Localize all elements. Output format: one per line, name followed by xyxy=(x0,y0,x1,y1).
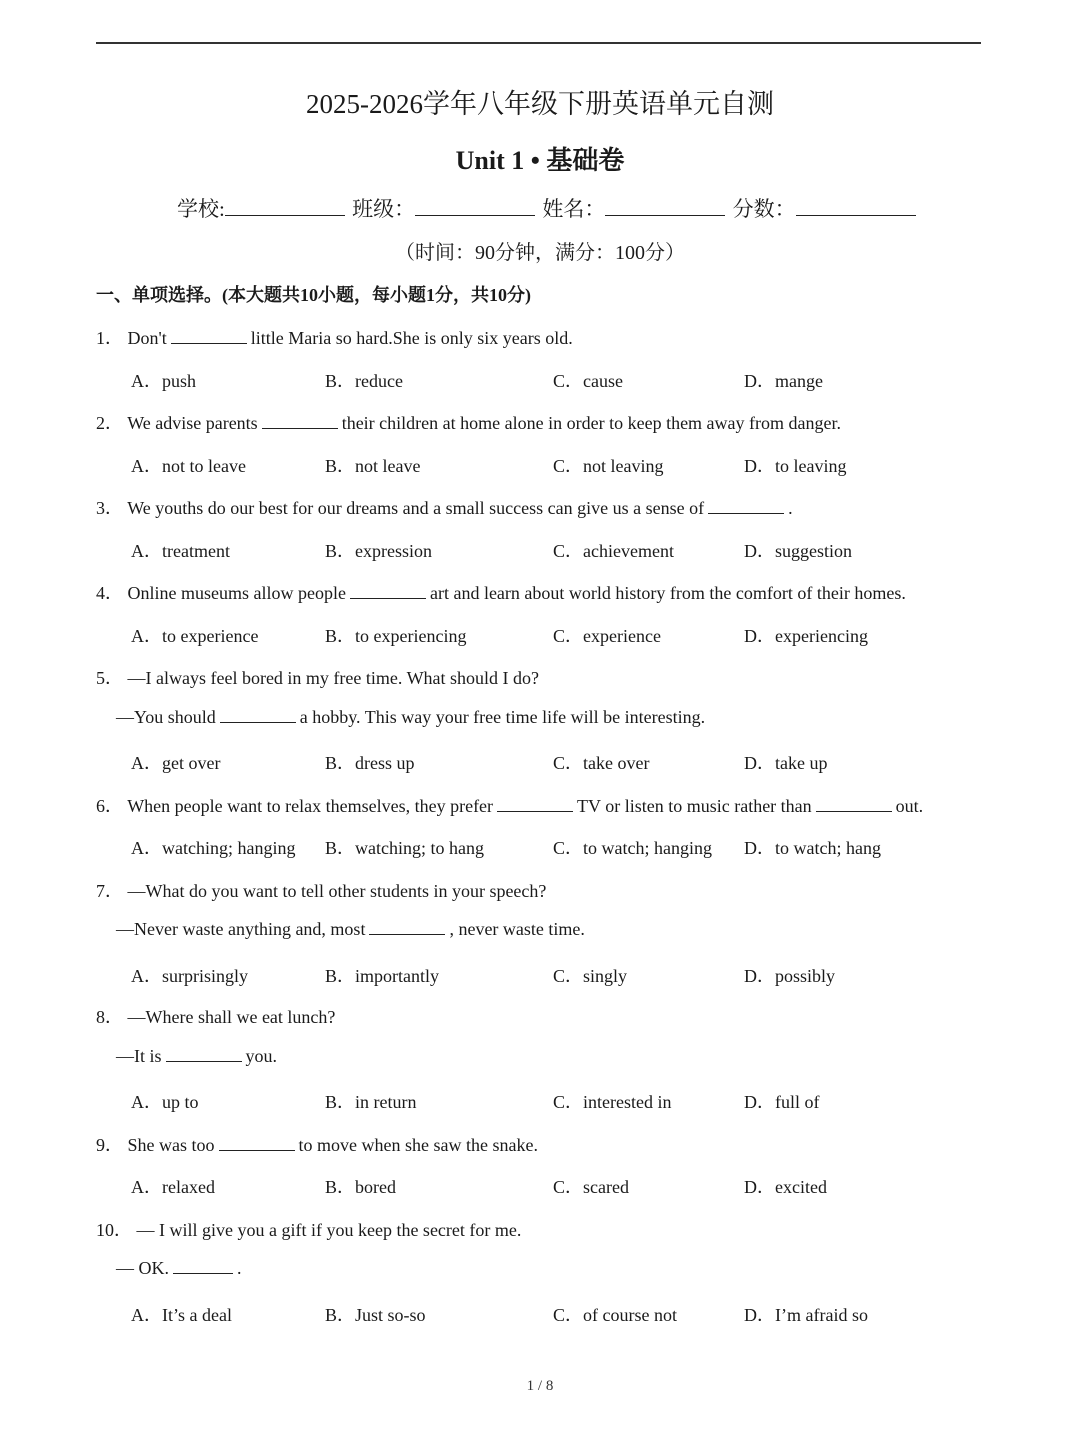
score-blank[interactable] xyxy=(796,197,916,216)
question-number: 2． xyxy=(96,413,123,433)
name-blank[interactable] xyxy=(605,197,725,216)
question-3 xyxy=(96,494,793,520)
answer-blank[interactable] xyxy=(262,414,338,429)
top-rule xyxy=(96,42,981,44)
question-text: — I will give you a gift if you keep the secret for me. xyxy=(136,1220,522,1240)
school-label: 学校: xyxy=(177,197,225,221)
question-text: We youths do our best for our dreams and a small success can give us a sense of xyxy=(127,498,705,518)
score-label: 分数： xyxy=(732,197,796,221)
page-subtitle: Unit 1 • 基础卷 xyxy=(455,146,625,175)
option-a[interactable]: A．surprisingly xyxy=(131,966,248,986)
question-text: —It is xyxy=(116,1046,162,1066)
question-text: Don't xyxy=(127,328,167,348)
question-text: —I always feel bored in my free time. What should I do? xyxy=(127,668,540,688)
option-b[interactable]: B．reduce xyxy=(325,371,403,391)
option-b[interactable]: B．expression xyxy=(325,541,432,561)
option-b[interactable]: B．to experiencing xyxy=(325,626,467,646)
question-number: 7． xyxy=(96,881,123,901)
option-d[interactable]: D．experiencing xyxy=(744,626,868,646)
answer-blank[interactable] xyxy=(220,708,296,723)
option-c[interactable]: C．singly xyxy=(553,966,628,986)
option-c[interactable]: C．experience xyxy=(553,626,661,646)
question-text: . xyxy=(788,498,793,518)
question-number: 3． xyxy=(96,498,123,518)
option-d[interactable]: D．I’m afraid so xyxy=(744,1305,868,1325)
question-10-reply xyxy=(116,1258,242,1279)
option-c[interactable]: C．to watch; hanging xyxy=(553,838,712,858)
exam-meta: （时间：90分钟，满分：100分） xyxy=(395,242,685,264)
option-a[interactable]: A．treatment xyxy=(131,541,230,561)
question-6 xyxy=(96,792,923,818)
student-info-row xyxy=(177,193,918,223)
question-4 xyxy=(96,579,906,605)
question-text: a hobby. This way your free time life will be interesting. xyxy=(299,707,706,727)
question-text: their children at home alone in order to keep them away from danger. xyxy=(341,413,842,433)
question-text: art and learn about world history from the comfort of their homes. xyxy=(429,583,906,603)
option-b[interactable]: B．importantly xyxy=(325,966,439,986)
question-number: 4． xyxy=(96,583,123,603)
question-9 xyxy=(96,1131,538,1157)
question-2 xyxy=(96,409,841,435)
option-a[interactable]: A．to experience xyxy=(131,626,259,646)
answer-blank[interactable] xyxy=(219,1136,295,1151)
question-text: —What do you want to tell other students in your speech? xyxy=(127,881,547,901)
option-c[interactable]: C．not leaving xyxy=(553,456,664,476)
answer-blank[interactable] xyxy=(173,1259,233,1274)
question-number: 9． xyxy=(96,1135,123,1155)
question-text: to move when she saw the snake. xyxy=(298,1135,538,1155)
page-title: 2025-2026学年八年级下册英语单元自测 xyxy=(306,89,774,119)
class-blank[interactable] xyxy=(415,197,535,216)
question-number: 8． xyxy=(96,1007,123,1027)
option-b[interactable]: B．watching; to hang xyxy=(325,838,484,858)
question-text: little Maria so hard.She is only six years old. xyxy=(250,328,573,348)
option-d[interactable]: D．possibly xyxy=(744,966,836,986)
option-b[interactable]: B．Just so-so xyxy=(325,1305,426,1325)
option-c[interactable]: C．achievement xyxy=(553,541,674,561)
option-a[interactable]: A．relaxed xyxy=(131,1177,215,1197)
question-text: . xyxy=(237,1258,242,1278)
option-c[interactable]: C．interested in xyxy=(553,1092,672,1112)
answer-blank[interactable] xyxy=(166,1047,242,1062)
option-b[interactable]: B．bored xyxy=(325,1177,396,1197)
question-number: 6． xyxy=(96,796,123,816)
question-1 xyxy=(96,324,573,350)
answer-blank[interactable] xyxy=(497,797,573,812)
name-label: 姓名： xyxy=(542,197,606,221)
question-7 xyxy=(96,877,546,903)
option-d[interactable]: D．take up xyxy=(744,753,828,773)
question-text: TV or listen to music rather than xyxy=(577,796,812,816)
question-text: —Never waste anything and, most xyxy=(116,919,366,939)
question-text: you. xyxy=(245,1046,278,1066)
question-5-reply xyxy=(116,707,705,728)
option-d[interactable]: D．mange xyxy=(744,371,823,391)
page-number: 1 / 8 xyxy=(526,1378,554,1394)
answer-blank[interactable] xyxy=(171,329,247,344)
question-10 xyxy=(96,1216,521,1242)
answer-blank[interactable] xyxy=(816,797,892,812)
answer-blank[interactable] xyxy=(369,920,445,935)
option-c[interactable]: C．take over xyxy=(553,753,650,773)
option-c[interactable]: C．scared xyxy=(553,1177,629,1197)
answer-blank[interactable] xyxy=(350,584,426,599)
option-b[interactable]: B．dress up xyxy=(325,753,415,773)
question-text: out. xyxy=(895,796,924,816)
question-text: — OK. xyxy=(116,1258,169,1278)
option-b[interactable]: B．in return xyxy=(325,1092,417,1112)
option-a[interactable]: A．up to xyxy=(131,1092,199,1112)
question-text: —You should xyxy=(116,707,216,727)
option-a[interactable]: A．watching; hanging xyxy=(131,838,296,858)
option-d[interactable]: D．to watch; hang xyxy=(744,838,881,858)
question-number: 10． xyxy=(96,1220,132,1240)
question-number: 5． xyxy=(96,668,123,688)
option-d[interactable]: D．full of xyxy=(744,1092,820,1112)
question-text: When people want to relax themselves, they prefer xyxy=(127,796,494,816)
option-d[interactable]: D．suggestion xyxy=(744,541,852,561)
question-7-reply xyxy=(116,919,585,940)
question-text: Online museums allow people xyxy=(127,583,346,603)
option-c[interactable]: C．cause xyxy=(553,371,623,391)
answer-blank[interactable] xyxy=(708,499,784,514)
question-5 xyxy=(96,664,539,690)
option-b[interactable]: B．not leave xyxy=(325,456,421,476)
option-d[interactable]: D．to leaving xyxy=(744,456,847,476)
option-a[interactable]: A．not to leave xyxy=(131,456,246,476)
option-c[interactable]: C．of course not xyxy=(553,1305,677,1325)
option-a[interactable]: A．push xyxy=(131,371,197,391)
option-a[interactable]: A．It’s a deal xyxy=(131,1305,232,1325)
question-number: 1． xyxy=(96,328,123,348)
class-label: 班级： xyxy=(352,197,416,221)
question-text: We advise parents xyxy=(127,413,258,433)
school-blank[interactable] xyxy=(225,197,345,216)
section-title: 一、单项选择。(本大题共10小题，每小题1分，共10分) xyxy=(96,285,531,305)
question-text: , never waste time. xyxy=(449,919,585,939)
question-8-reply xyxy=(116,1046,277,1067)
question-8 xyxy=(96,1003,335,1029)
question-text: She was too xyxy=(127,1135,215,1155)
question-text: —Where shall we eat lunch? xyxy=(127,1007,336,1027)
option-a[interactable]: A．get over xyxy=(131,753,221,773)
option-d[interactable]: D．excited xyxy=(744,1177,827,1197)
